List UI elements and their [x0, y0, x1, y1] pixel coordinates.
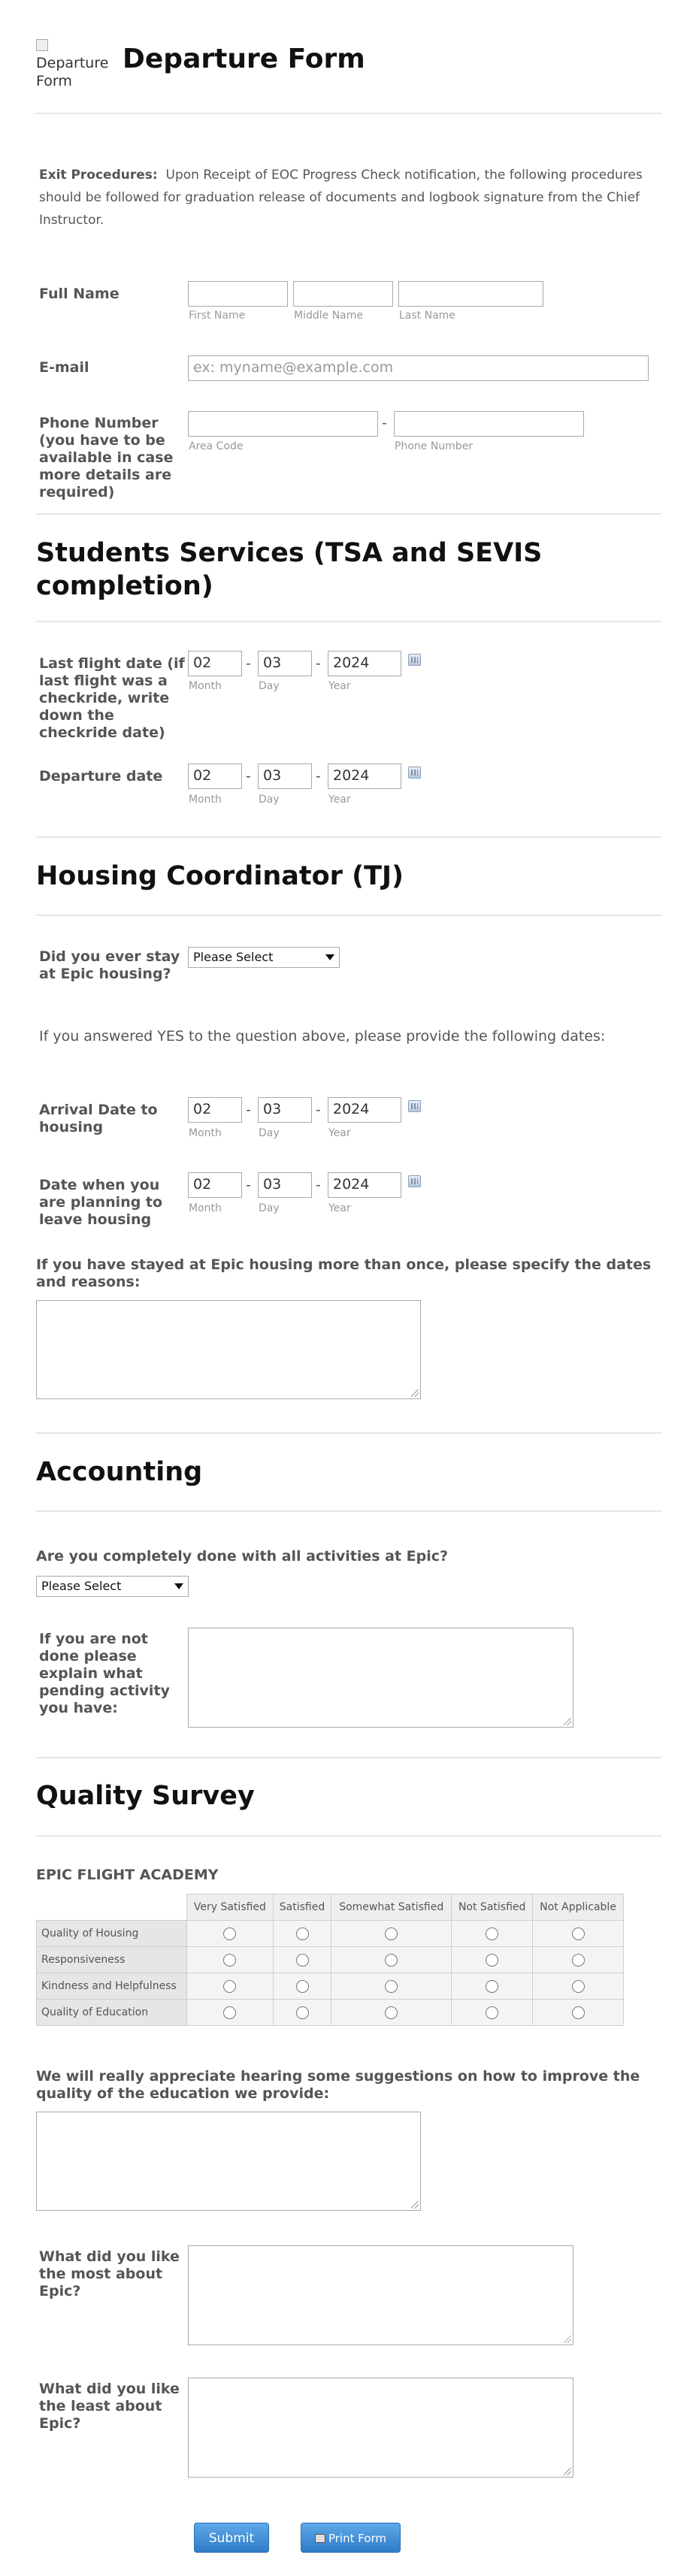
liked-most-label: What did you like the most about Epic? — [39, 2248, 180, 2299]
print-form-button[interactable] — [301, 2523, 401, 2553]
departure-day-input[interactable]: 03 — [258, 763, 312, 789]
rating-radio[interactable] — [385, 2006, 398, 2019]
month-sublabel: Month — [189, 680, 222, 692]
date-dash: - — [246, 655, 251, 672]
divider — [36, 915, 661, 916]
matrix-row-label: Responsiveness — [37, 1947, 187, 1973]
month-sublabel: Month — [189, 794, 222, 806]
rating-radio[interactable] — [296, 1927, 309, 1940]
year-sublabel: Year — [328, 1202, 351, 1214]
rating-radio[interactable] — [296, 1980, 309, 1993]
date-dash: - — [316, 655, 321, 672]
date-dash: - — [316, 1177, 321, 1193]
form-logo — [36, 36, 111, 92]
date-dash: - — [246, 1177, 251, 1193]
phone-number-input[interactable] — [394, 411, 584, 437]
departure-date-label: Departure date — [39, 768, 163, 785]
last-flight-year-input[interactable]: 2024 — [328, 651, 401, 676]
arrival-month-input[interactable]: 02 — [188, 1097, 242, 1123]
divider — [36, 1510, 661, 1512]
students-services-title: Students Services (TSA and SEVIS completion) — [36, 538, 543, 601]
divider — [36, 1432, 661, 1434]
rating-radio[interactable] — [385, 1954, 398, 1967]
calendar-icon[interactable] — [408, 1100, 421, 1112]
rating-radio[interactable] — [223, 1927, 236, 1940]
liked-most-textarea[interactable] — [188, 2245, 573, 2345]
suggestions-textarea[interactable] — [36, 2112, 421, 2211]
liked-least-label: What did you like the least about Epic? — [39, 2381, 180, 2432]
matrix-row-label: Quality of Housing — [37, 1921, 187, 1947]
year-sublabel: Year — [328, 794, 351, 806]
satisfaction-matrix — [36, 1894, 624, 2026]
matrix-column-header: Somewhat Satisfied — [331, 1894, 452, 1921]
matrix-column-header: Not Applicable — [533, 1894, 624, 1921]
email-field[interactable]: ex: myname@example.com — [188, 355, 649, 381]
date-dash: - — [316, 768, 321, 785]
rating-radio[interactable] — [385, 1927, 398, 1940]
rating-radio[interactable] — [572, 1927, 585, 1940]
rating-radio[interactable] — [572, 1954, 585, 1967]
leave-date-label: Date when you are planning to leave housing — [39, 1177, 163, 1228]
calendar-icon[interactable] — [408, 654, 421, 666]
select-value: Please Select — [193, 950, 274, 964]
pending-activity-label: If you are not done please explain what pending activity you have: — [39, 1631, 170, 1716]
arrival-date-label: Arrival Date to housing — [39, 1102, 158, 1135]
departure-year-input[interactable]: 2024 — [328, 763, 401, 789]
divider — [36, 113, 661, 114]
quality-survey-title: Quality Survey — [36, 1781, 255, 1811]
middle-name-input[interactable] — [293, 281, 393, 307]
rating-radio[interactable] — [572, 1980, 585, 1993]
leave-month-input[interactable]: 02 — [188, 1172, 242, 1198]
matrix-corner — [37, 1894, 187, 1921]
last-name-input[interactable] — [398, 281, 543, 307]
divider — [36, 513, 661, 515]
departure-month-input[interactable]: 02 — [188, 763, 242, 789]
matrix-row-label: Kindness and Helpfulness — [37, 1973, 187, 2000]
middle-name-sublabel: Middle Name — [294, 310, 363, 322]
submit-button[interactable]: Submit — [194, 2523, 269, 2553]
month-sublabel: Month — [189, 1127, 222, 1139]
form-title: Departure Form — [123, 44, 365, 74]
resize-handle-icon[interactable] — [411, 1389, 419, 1397]
rating-radio[interactable] — [486, 2006, 498, 2019]
rating-radio[interactable] — [486, 1954, 498, 1967]
day-sublabel: Day — [259, 680, 280, 692]
matrix-row — [37, 1947, 624, 1973]
rating-radio[interactable] — [296, 1954, 309, 1967]
epic-housing-stay-label: Did you ever stay at Epic housing? — [39, 948, 180, 982]
area-code-input[interactable] — [188, 411, 378, 437]
year-sublabel: Year — [328, 1127, 351, 1139]
last-flight-month-input[interactable]: 02 — [188, 651, 242, 676]
matrix-column-header: Not Satisfied — [452, 1894, 533, 1921]
rating-radio[interactable] — [296, 2006, 309, 2019]
first-name-input[interactable] — [188, 281, 288, 307]
divider — [36, 1835, 661, 1837]
last-flight-day-input[interactable]: 03 — [258, 651, 312, 676]
housing-coordinator-title: Housing Coordinator (TJ) — [36, 861, 404, 891]
accounting-title: Accounting — [36, 1457, 203, 1487]
first-name-sublabel: First Name — [189, 310, 246, 322]
calendar-icon[interactable] — [408, 766, 421, 779]
date-dash: - — [316, 1102, 321, 1118]
phone-number-sublabel: Phone Number — [395, 440, 474, 452]
rating-radio[interactable] — [223, 1954, 236, 1967]
suggestions-label: We will really appreciate hearing some suggestions on how to improve the quality of the education we provide: — [36, 2068, 640, 2102]
pending-activity-textarea[interactable] — [188, 1628, 573, 1728]
rating-radio[interactable] — [223, 2006, 236, 2019]
matrix-row — [37, 1973, 624, 2000]
rating-radio[interactable] — [572, 2006, 585, 2019]
arrival-day-input[interactable]: 03 — [258, 1097, 312, 1123]
exit-procedures-heading: Exit Procedures: — [39, 168, 158, 183]
divider — [36, 1757, 661, 1758]
matrix-column-header: Satisfied — [273, 1894, 331, 1921]
rating-radio[interactable] — [486, 1927, 498, 1940]
arrival-year-input[interactable]: 2024 — [328, 1097, 401, 1123]
exit-procedures-body: Upon Receipt of EOC Progress Check notification, the following procedures should be followed for graduation release of documents and logbook signature from the Chief Instructor. — [39, 168, 643, 228]
year-sublabel: Year — [328, 680, 351, 692]
chevron-down-icon — [174, 1583, 183, 1589]
multiple-stays-textarea[interactable] — [36, 1300, 421, 1399]
month-sublabel: Month — [189, 1202, 222, 1214]
matrix-row-label: Quality of Education — [37, 2000, 187, 2026]
calendar-icon[interactable] — [408, 1175, 421, 1187]
printer-icon — [315, 2534, 325, 2543]
resize-handle-icon[interactable] — [564, 2468, 571, 2475]
date-dash: - — [246, 1102, 251, 1118]
day-sublabel: Day — [259, 1202, 280, 1214]
epic-housing-stay-select[interactable] — [188, 947, 340, 968]
chevron-down-icon — [325, 954, 334, 960]
multiple-stays-label: If you have stayed at Epic housing more than once, please specify the dates and reasons: — [36, 1256, 652, 1290]
logo-alt-text: Departure Form — [36, 55, 109, 89]
matrix-column-header: Very Satisfied — [187, 1894, 274, 1921]
date-dash: - — [246, 768, 251, 785]
divider — [36, 836, 661, 838]
full-name-label: Full Name — [39, 286, 120, 302]
activities-done-select[interactable] — [36, 1576, 189, 1597]
leave-day-input[interactable]: 03 — [258, 1172, 312, 1198]
broken-image-icon — [36, 39, 48, 51]
day-sublabel: Day — [259, 1127, 280, 1139]
survey-organization: EPIC FLIGHT ACADEMY — [36, 1867, 219, 1883]
last-name-sublabel: Last Name — [399, 310, 455, 322]
exit-procedures-text — [39, 164, 655, 231]
activities-done-label: Are you completely done with all activities at Epic? — [36, 1548, 449, 1565]
email-label: E-mail — [39, 359, 89, 376]
phone-label: Phone Number (you have to be available in case more details are required) — [39, 415, 174, 500]
phone-dash: - — [382, 415, 387, 431]
resize-handle-icon[interactable] — [564, 2336, 571, 2343]
rating-radio[interactable] — [486, 1980, 498, 1993]
divider — [36, 621, 661, 622]
select-value: Please Select — [41, 1579, 122, 1593]
resize-handle-icon[interactable] — [564, 1718, 571, 1725]
day-sublabel: Day — [259, 794, 280, 806]
resize-handle-icon[interactable] — [411, 2201, 419, 2209]
rating-radio[interactable] — [385, 1980, 398, 1993]
last-flight-date-label: Last flight date (if last flight was a checkride, write down the checkride date) — [39, 655, 185, 741]
matrix-row — [37, 2000, 624, 2026]
print-form-label: Print Form — [328, 2532, 387, 2545]
liked-least-textarea[interactable] — [188, 2378, 573, 2478]
area-code-sublabel: Area Code — [189, 440, 244, 452]
leave-year-input[interactable]: 2024 — [328, 1172, 401, 1198]
rating-radio[interactable] — [223, 1980, 236, 1993]
matrix-row — [37, 1921, 624, 1947]
housing-note: If you answered YES to the question above, please provide the following dates: — [39, 1028, 606, 1045]
